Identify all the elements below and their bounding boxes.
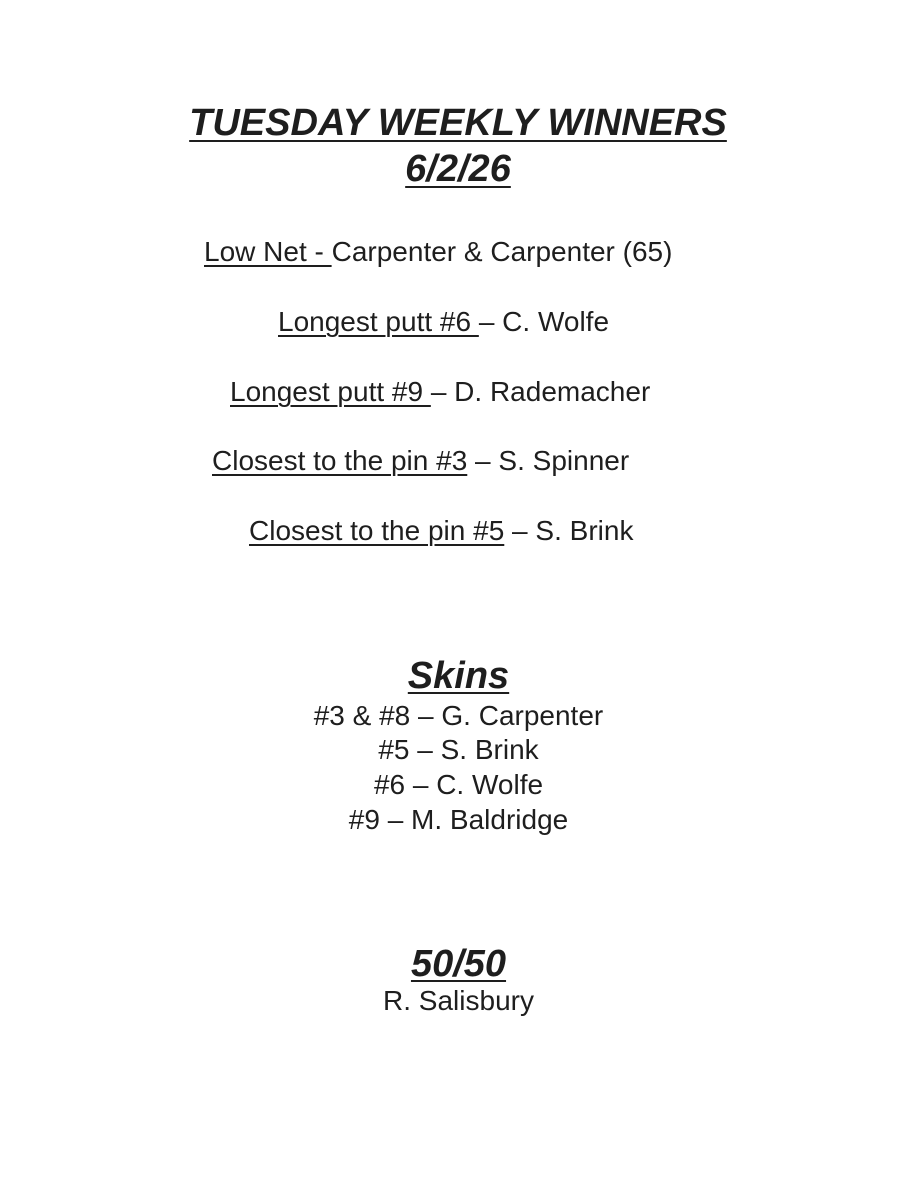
award-winner: – D. Rademacher xyxy=(430,376,651,407)
fifty-fifty-winner: R. Salisbury xyxy=(383,985,534,1016)
award-winner: – S. Brink xyxy=(504,515,634,546)
event-date: 6/2/26 xyxy=(405,148,511,190)
award-label: Closest to the pin #3 xyxy=(212,445,468,476)
fifty-fifty-heading: 50/50 xyxy=(410,943,507,985)
skins-entry: #9 – M. Baldridge xyxy=(348,804,569,835)
award-longest-putt-9 xyxy=(230,378,650,406)
award-label: Longest putt #6 xyxy=(278,306,479,337)
award-winner: – S. Spinner xyxy=(467,445,630,476)
award-label: Longest putt #9 xyxy=(230,376,431,407)
page-title: TUESDAY WEEKLY WINNERS xyxy=(189,102,727,144)
award-longest-putt-6 xyxy=(278,308,609,336)
award-winner: – C. Wolfe xyxy=(478,306,610,337)
award-closest-pin-3 xyxy=(212,447,629,475)
award-low-net xyxy=(204,238,672,266)
skins-heading: Skins xyxy=(407,655,510,697)
award-winner: Carpenter & Carpenter (65) xyxy=(331,236,673,267)
award-label: Low Net - xyxy=(204,236,332,267)
skins-entry: #3 & #8 – G. Carpenter xyxy=(313,700,604,731)
skins-entry: #6 – C. Wolfe xyxy=(373,769,544,800)
skins-entry: #5 – S. Brink xyxy=(378,734,539,765)
award-closest-pin-5 xyxy=(249,517,633,545)
award-label: Closest to the pin #5 xyxy=(249,515,505,546)
